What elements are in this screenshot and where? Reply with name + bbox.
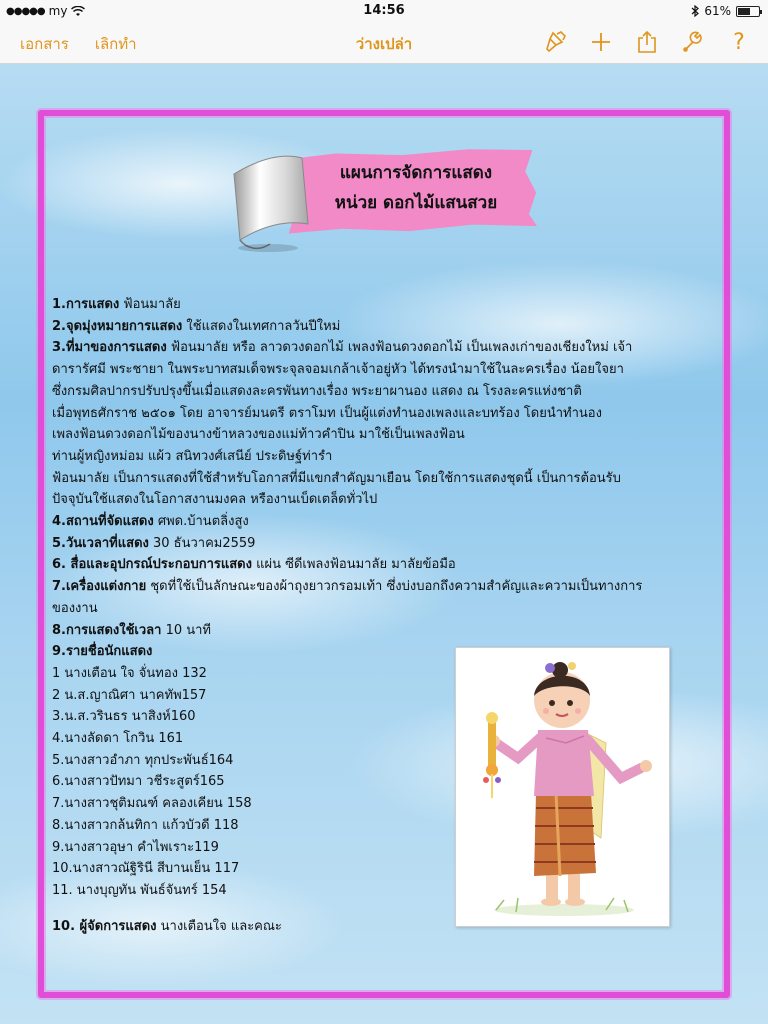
- document-title[interactable]: ว่างเปล่า: [355, 35, 413, 53]
- item-value: นางเตือนใจ และคณะ: [160, 918, 282, 934]
- dancer-illustration: [456, 648, 669, 926]
- item-value: แผ่น ซีดีเพลงฟ้อนมาลัย มาลัยข้อมือ: [256, 557, 456, 573]
- item-label: 8.การแสดงใช้เวลา: [52, 622, 162, 638]
- item-value: 10 นาที: [165, 622, 211, 638]
- undo-button[interactable]: เลิกทำ: [94, 35, 137, 53]
- item-label: 2.จุดมุ่งหมายการแสดง: [52, 318, 183, 334]
- item-costume: [52, 576, 722, 598]
- item-label: 1.การแสดง: [52, 297, 120, 312]
- performer-item: 4.นางลัดดา โกวิน 161: [52, 731, 184, 747]
- performer-item: 11. นางบุญทัน พันธ์จันทร์ 154: [52, 882, 227, 898]
- performer-item: 2 น.ส.ญาณิศา นาคทัพ157: [52, 687, 207, 703]
- banner-title: [296, 158, 536, 218]
- battery-icon: [736, 6, 760, 17]
- wrench-icon[interactable]: [680, 28, 706, 56]
- help-icon[interactable]: ?: [733, 29, 745, 55]
- signal-icon: ●●●●●: [6, 5, 45, 17]
- costume-line: ของงาน: [52, 600, 98, 616]
- banner-line-2: หน่วย ดอกไม้แสนสวย: [334, 193, 498, 213]
- item-value: ชุดที่ใช้เป็นลักษณะของผ้าถุงยาวกรอมเท้า ซึ่งบ่งบอกถึงความสำคัญและความเป็นทางการ: [150, 579, 643, 595]
- origin-line: เพลงฟ้อนดวงดอกไม้ของนางข้าหลวงของแม่ท้าวคำปิน มาใช้เป็นเพลงฟ้อน: [52, 427, 465, 443]
- item-show: [52, 294, 722, 316]
- brush-icon[interactable]: [542, 28, 568, 56]
- performer-item: 3.น.ส.วรินธร นาสิงห์160: [52, 709, 196, 725]
- girl-dancer-image[interactable]: [455, 647, 670, 927]
- item-purpose: [52, 316, 722, 338]
- item-value: ศพด.บ้านตลิ่งสูง: [157, 514, 249, 530]
- item-label: 6. สื่อและอุปกรณ์ประกอบการแสดง: [52, 557, 252, 573]
- share-icon[interactable]: [634, 28, 660, 56]
- item-media: [52, 554, 722, 576]
- item-origin: [52, 337, 722, 359]
- origin-line: ปัจจุบันใช้แสดงในโอกาสงานมงคล หรืองานเบ็ดเตล็ดทั่วไป: [52, 492, 378, 508]
- plus-icon[interactable]: [588, 28, 614, 56]
- item-value: ฟ้อนมาลัย หรือ ลาวดวงดอกไม้ เพลงฟ้อนดวงดอกไม้ เป็นเพลงเก่าของเชียงใหม่ เจ้า: [170, 340, 633, 356]
- clock: 14:56: [363, 3, 405, 18]
- origin-line: เมื่อพุทธศักราช ๒๕๐๑ โดย อาจารย์มนตรี ตราโมท เป็นผู้แต่งทำนองเพลงและบทร้อง โดยนำทำนอง: [52, 405, 602, 421]
- item-value: 30 ธันวาคม2559: [153, 535, 256, 551]
- performer-item: 5.นางสาวอำภา ทุกประพันธ์164: [52, 752, 234, 768]
- origin-line: ซึ่งกรมศิลปากรปรับปรุงขึ้นเมื่อแสดงละครพันทางเรื่อง พระยาผานอง แสดง ณ โรงละครแห่งชาติ: [52, 383, 582, 399]
- item-label: 9.รายชื่อนักแสดง: [52, 644, 153, 660]
- battery-percent: 61%: [704, 4, 731, 18]
- item-label: 3.ที่มาของการแสดง: [52, 340, 167, 356]
- item-label: 5.วันเวลาที่แสดง: [52, 535, 149, 551]
- status-right: [691, 4, 760, 18]
- item-label: 4.สถานที่จัดแสดง: [52, 514, 154, 530]
- item-venue: [52, 511, 722, 533]
- document-canvas[interactable]: [0, 64, 768, 1024]
- status-bar: [0, 0, 768, 22]
- carrier-label: my: [48, 4, 68, 18]
- item-date: [52, 533, 722, 555]
- performer-item: 8.นางสาวกล้นทิกา แก้วบัวดี 118: [52, 817, 239, 833]
- item-value: ฟ้อนมาลัย: [123, 297, 181, 312]
- performer-item: 10.นางสาวณัฐิรินี สีบานเย็น 117: [52, 861, 240, 877]
- battery-fill: [738, 8, 750, 15]
- documents-button[interactable]: เอกสาร: [20, 35, 69, 53]
- item-duration: [52, 620, 722, 642]
- item-value: ใช้แสดงในเทศกาลวันปีใหม่: [186, 318, 341, 334]
- performer-item: 6.นางสาวปัทมา วชีระสูตร์165: [52, 774, 225, 790]
- bluetooth-icon: [691, 5, 699, 17]
- origin-line: ท่านผู้หญิงหม่อม แผ้ว สนิทวงศ์เสนีย์ ประดิษฐ์ท่ารำ: [52, 448, 333, 464]
- banner-line-1: แผนการจัดการแสดง: [339, 163, 493, 183]
- origin-line: ดารารัศมี พระชายา ในพระบาทสมเด็จพระจุลจอมเกล้าเจ้าอยู่หัว ได้ทรงนำมาใช้ในละครเรื่อง น้อยใจยา: [52, 362, 624, 378]
- origin-line: ฟ้อนมาลัย เป็นการแสดงที่ใช้สำหรับโอกาสที่มีแขกสำคัญมาเยือน โดยใช้การแสดงชุดนี้ เป็นการต้อนรับ: [52, 470, 621, 486]
- toolbar-left: [20, 32, 137, 56]
- toolbar: [0, 22, 768, 64]
- item-label: 10. ผู้จัดการแสดง: [52, 918, 157, 934]
- item-label: 7.เครื่องแต่งกาย: [52, 579, 147, 595]
- toolbar-right: [542, 28, 752, 56]
- performer-item: 9.นางสาวอุษา คำไพเราะ119: [52, 839, 219, 855]
- performer-item: 7.นางสาวชุติมณฑ์ คลองเคียน 158: [52, 796, 252, 812]
- title-banner: [224, 144, 544, 254]
- performer-item: 1 นางเตือน ใจ จั่นทอง 132: [52, 665, 207, 681]
